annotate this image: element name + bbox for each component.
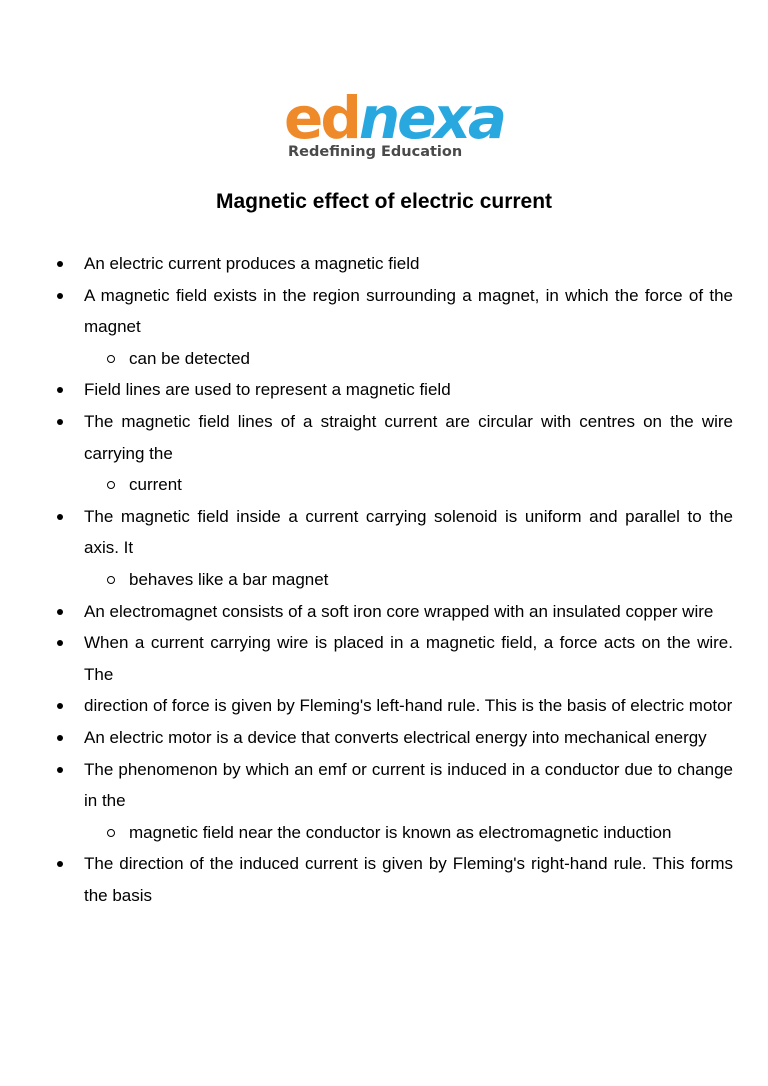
ednexa-logo bbox=[280, 84, 505, 164]
bullet-icon bbox=[57, 387, 63, 393]
bullet-icon bbox=[57, 640, 63, 646]
list-item bbox=[55, 248, 733, 280]
list-item bbox=[55, 690, 733, 722]
list-item bbox=[55, 848, 733, 911]
list-item-text: A magnetic field exists in the region surrounding a magnet, in which the force of the magnet bbox=[84, 285, 733, 337]
list-item-text: An electromagnet consists of a soft iron core wrapped with an insulated copper wire bbox=[84, 601, 714, 621]
list-item bbox=[55, 501, 733, 564]
sub-list-item bbox=[55, 564, 733, 596]
list-item-text: An electric current produces a magnetic field bbox=[84, 254, 420, 273]
bullet-icon bbox=[57, 861, 63, 867]
list-item-text: The direction of the induced current is given by Fleming's right-hand rule. This forms the basis bbox=[84, 854, 733, 905]
bullet-icon bbox=[57, 735, 63, 741]
list-item bbox=[55, 406, 733, 469]
list-item bbox=[55, 722, 733, 754]
list-item-text: The phenomenon by which an emf or current is induced in a conductor due to change in the bbox=[84, 759, 733, 811]
hollow-bullet-icon bbox=[107, 829, 115, 837]
sub-list-item bbox=[55, 469, 733, 501]
hollow-bullet-icon bbox=[107, 481, 115, 489]
list-item bbox=[55, 627, 733, 690]
bullet-icon bbox=[57, 514, 63, 520]
bullet-icon bbox=[57, 703, 63, 709]
sub-item-text: behaves like a bar magnet bbox=[129, 569, 329, 589]
bullet-list bbox=[55, 248, 733, 911]
list-item-text: direction of force is given by Fleming's left-hand rule. This is the basis of electric motor bbox=[84, 696, 733, 716]
hollow-bullet-icon bbox=[107, 576, 115, 584]
bullet-icon bbox=[57, 609, 63, 615]
sub-list-item bbox=[55, 343, 733, 375]
list-item bbox=[55, 754, 733, 817]
logo-tagline: Redefining Education bbox=[288, 144, 463, 160]
sub-item-text: magnetic field near the conductor is known as electromagnetic induction bbox=[129, 822, 672, 842]
sub-list-item bbox=[55, 817, 733, 849]
list-item-text: An electric motor is a device that converts electrical energy into mechanical energy bbox=[84, 727, 707, 747]
logo-ed: ed bbox=[284, 84, 359, 152]
bullet-icon bbox=[57, 261, 63, 267]
list-item-text: Field lines are used to represent a magnetic field bbox=[84, 380, 451, 400]
bullet-icon bbox=[57, 293, 63, 299]
hollow-bullet-icon bbox=[107, 355, 115, 363]
bullet-icon bbox=[57, 419, 63, 425]
sub-item-text: can be detected bbox=[129, 348, 250, 368]
sub-item-text: current bbox=[129, 475, 182, 495]
logo-wordmark bbox=[284, 86, 504, 150]
list-item bbox=[55, 374, 733, 406]
list-item-text: The magnetic field inside a current carrying solenoid is uniform and parallel to the axis. It bbox=[84, 506, 733, 558]
list-item-text: When a current carrying wire is placed in a magnetic field, a force acts on the wire. The bbox=[84, 633, 733, 684]
bullet-icon bbox=[57, 767, 63, 773]
list-item bbox=[55, 596, 733, 628]
logo-nexa: nexa bbox=[358, 84, 505, 152]
list-item-text: The magnetic field lines of a straight current are circular with centres on the wire carrying the bbox=[84, 411, 733, 463]
document-title: Magnetic effect of electric current bbox=[215, 190, 553, 213]
list-item bbox=[55, 280, 733, 343]
